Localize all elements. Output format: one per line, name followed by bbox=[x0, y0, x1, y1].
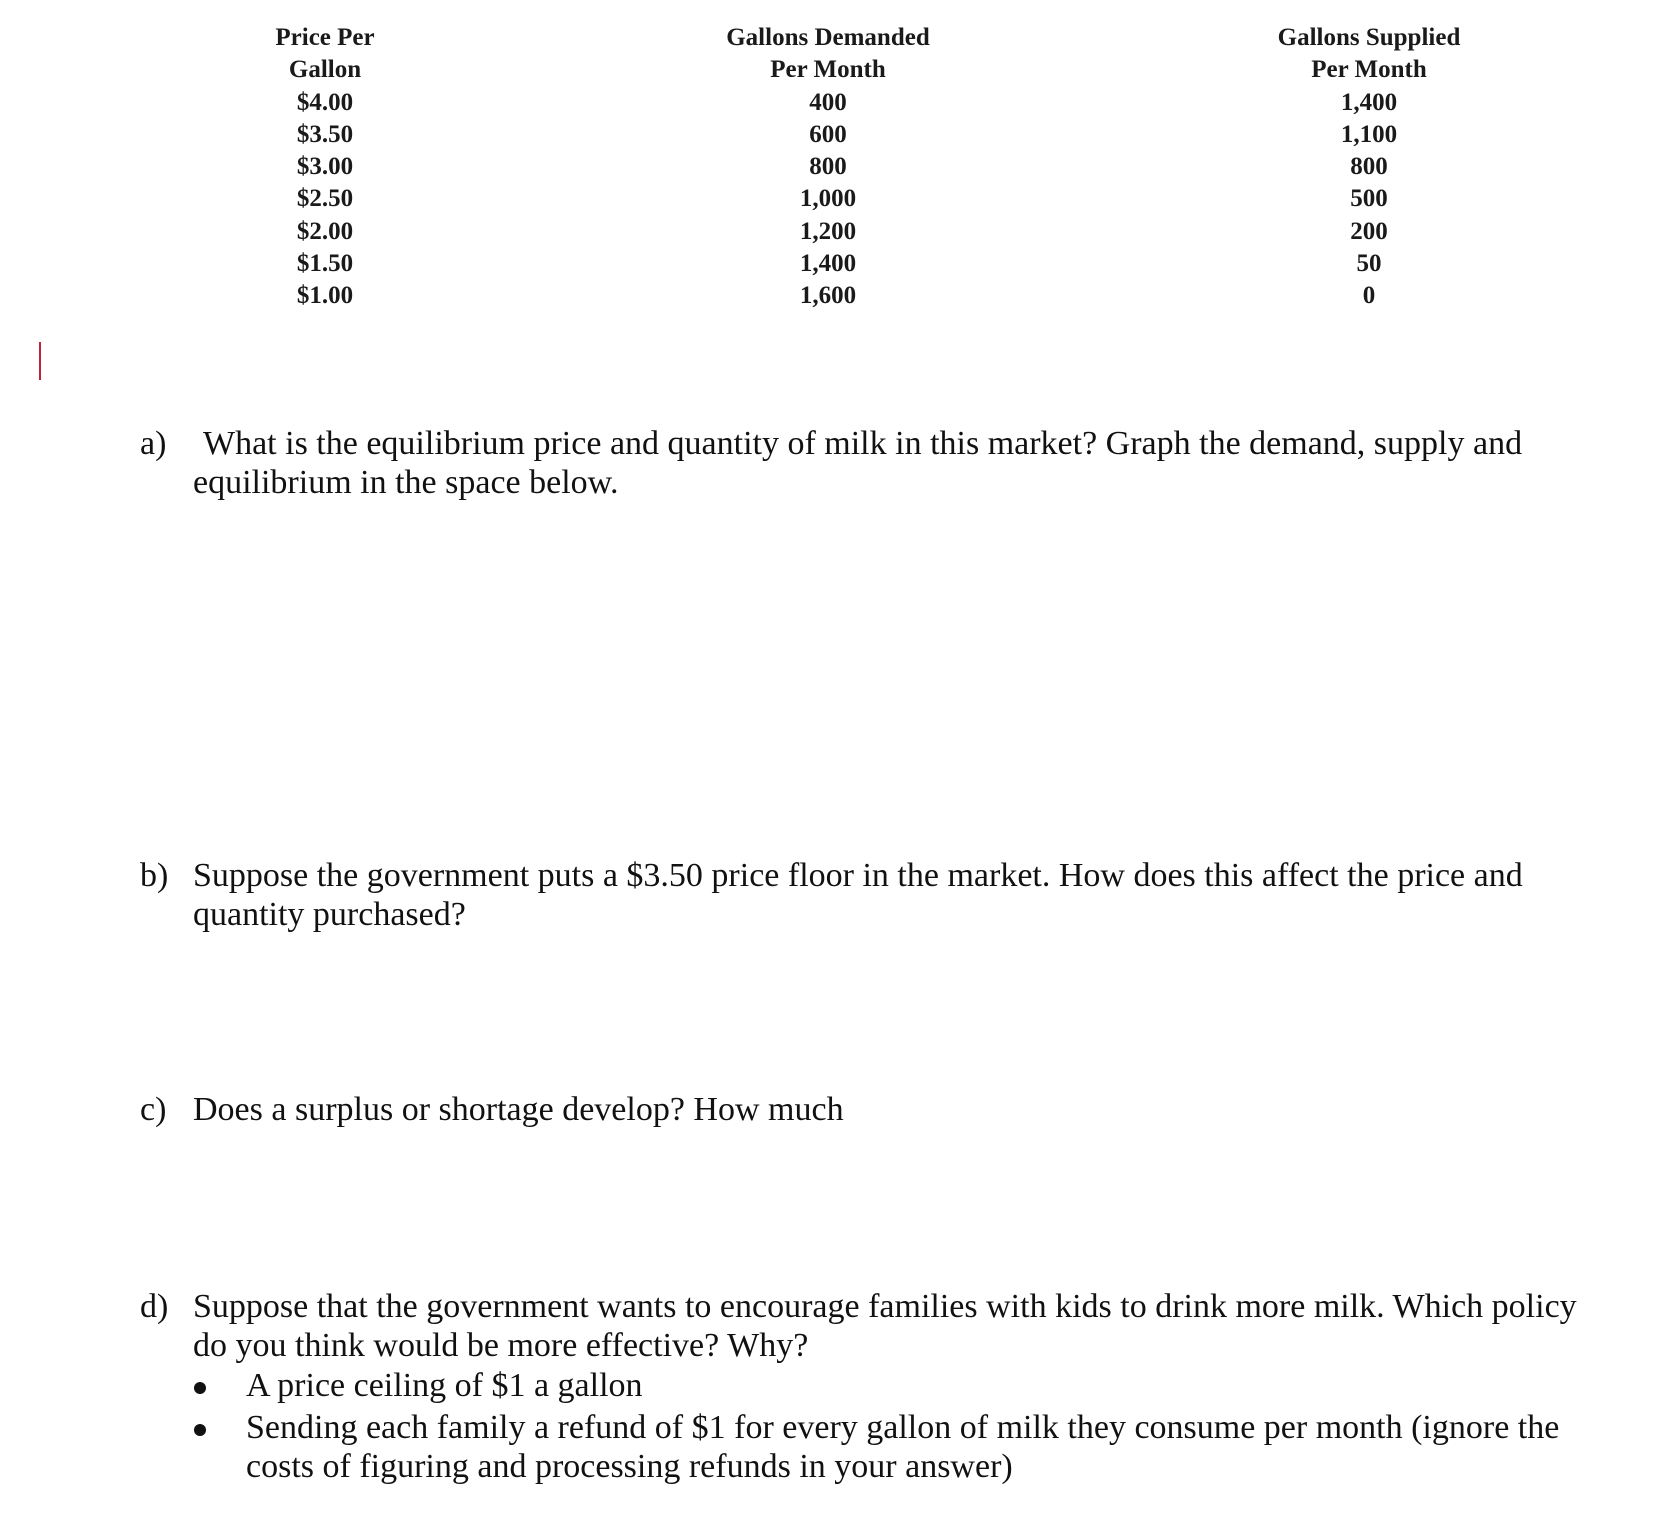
price-cell: $1.00 bbox=[296, 282, 354, 310]
question-a-marker: a) bbox=[140, 425, 167, 462]
supply-cell: 1,100 bbox=[1340, 120, 1398, 148]
price-cell: $2.50 bbox=[296, 185, 354, 213]
supply-column bbox=[1236, 22, 1502, 313]
bullet-text: A price ceiling of $1 a gallon bbox=[246, 1367, 643, 1404]
supply-cell: 0 bbox=[1362, 282, 1376, 310]
question-d-bullet-list bbox=[190, 1366, 1610, 1489]
supply-cell: 800 bbox=[1350, 153, 1388, 181]
question-c-line1: Does a surplus or shortage develop? How much bbox=[193, 1091, 844, 1128]
price-column bbox=[220, 22, 430, 313]
question-c-text bbox=[193, 1090, 1653, 1129]
price-header-line1: Price Per bbox=[275, 24, 375, 51]
bullet-item bbox=[190, 1366, 1610, 1405]
supply-cell: 50 bbox=[1356, 250, 1382, 278]
question-a-line1: What is the equilibrium price and quantity of milk in this market? Graph the demand, supply and bbox=[203, 425, 1523, 462]
question-c bbox=[140, 1090, 1653, 1129]
price-cell: $3.00 bbox=[296, 153, 354, 181]
demand-cell: 600 bbox=[809, 120, 847, 148]
supply-cell: 1,400 bbox=[1340, 88, 1398, 116]
supply-cell: 200 bbox=[1350, 217, 1388, 245]
price-header-line2: Gallon bbox=[288, 56, 362, 84]
question-b-marker: b) bbox=[140, 857, 169, 894]
bullet-dot-icon bbox=[194, 1424, 206, 1436]
question-d-line2: do you think would be more effective? Why? bbox=[193, 1327, 809, 1364]
demand-header-line1: Gallons Demanded bbox=[726, 24, 930, 51]
supply-cell: 500 bbox=[1350, 185, 1388, 213]
demand-cell: 1,200 bbox=[799, 217, 857, 245]
bullet-text: Sending each family a refund of $1 for every gallon of milk they consume per month (ignore the costs of figuring and processing refunds in your answer) bbox=[246, 1409, 1560, 1485]
price-cell: $2.00 bbox=[296, 217, 354, 245]
price-cell: $1.50 bbox=[296, 250, 354, 278]
question-b-text bbox=[193, 856, 1653, 934]
demand-header-line2: Per Month bbox=[770, 56, 886, 84]
question-d-text bbox=[193, 1287, 1653, 1365]
question-d-marker: d) bbox=[140, 1288, 169, 1325]
demand-cell: 1,600 bbox=[799, 282, 857, 310]
price-cell: $3.50 bbox=[296, 120, 354, 148]
bullet-dot-icon bbox=[194, 1382, 206, 1394]
supply-header-line2: Per Month bbox=[1311, 56, 1427, 84]
demand-cell: 1,000 bbox=[799, 185, 857, 213]
text-cursor[interactable] bbox=[39, 342, 41, 380]
supply-header-line1: Gallons Supplied bbox=[1277, 24, 1461, 51]
question-b bbox=[140, 856, 1653, 934]
price-cell: $4.00 bbox=[296, 88, 354, 116]
demand-cell: 400 bbox=[809, 88, 847, 116]
question-d bbox=[140, 1287, 1653, 1365]
question-c-marker: c) bbox=[140, 1091, 167, 1128]
question-d-line1: Suppose that the government wants to encourage families with kids to drink more milk. Which policy bbox=[193, 1288, 1577, 1325]
question-b-line1: Suppose the government puts a $3.50 price floor in the market. How does this affect the price and bbox=[193, 857, 1523, 894]
question-a bbox=[140, 424, 1653, 502]
question-a-text bbox=[193, 424, 1653, 502]
question-a-line2: equilibrium in the space below. bbox=[193, 464, 619, 501]
demand-cell: 1,400 bbox=[799, 250, 857, 278]
demand-column bbox=[688, 22, 968, 313]
question-b-line2: quantity purchased? bbox=[193, 896, 466, 933]
demand-cell: 800 bbox=[809, 153, 847, 181]
bullet-item bbox=[190, 1408, 1610, 1486]
